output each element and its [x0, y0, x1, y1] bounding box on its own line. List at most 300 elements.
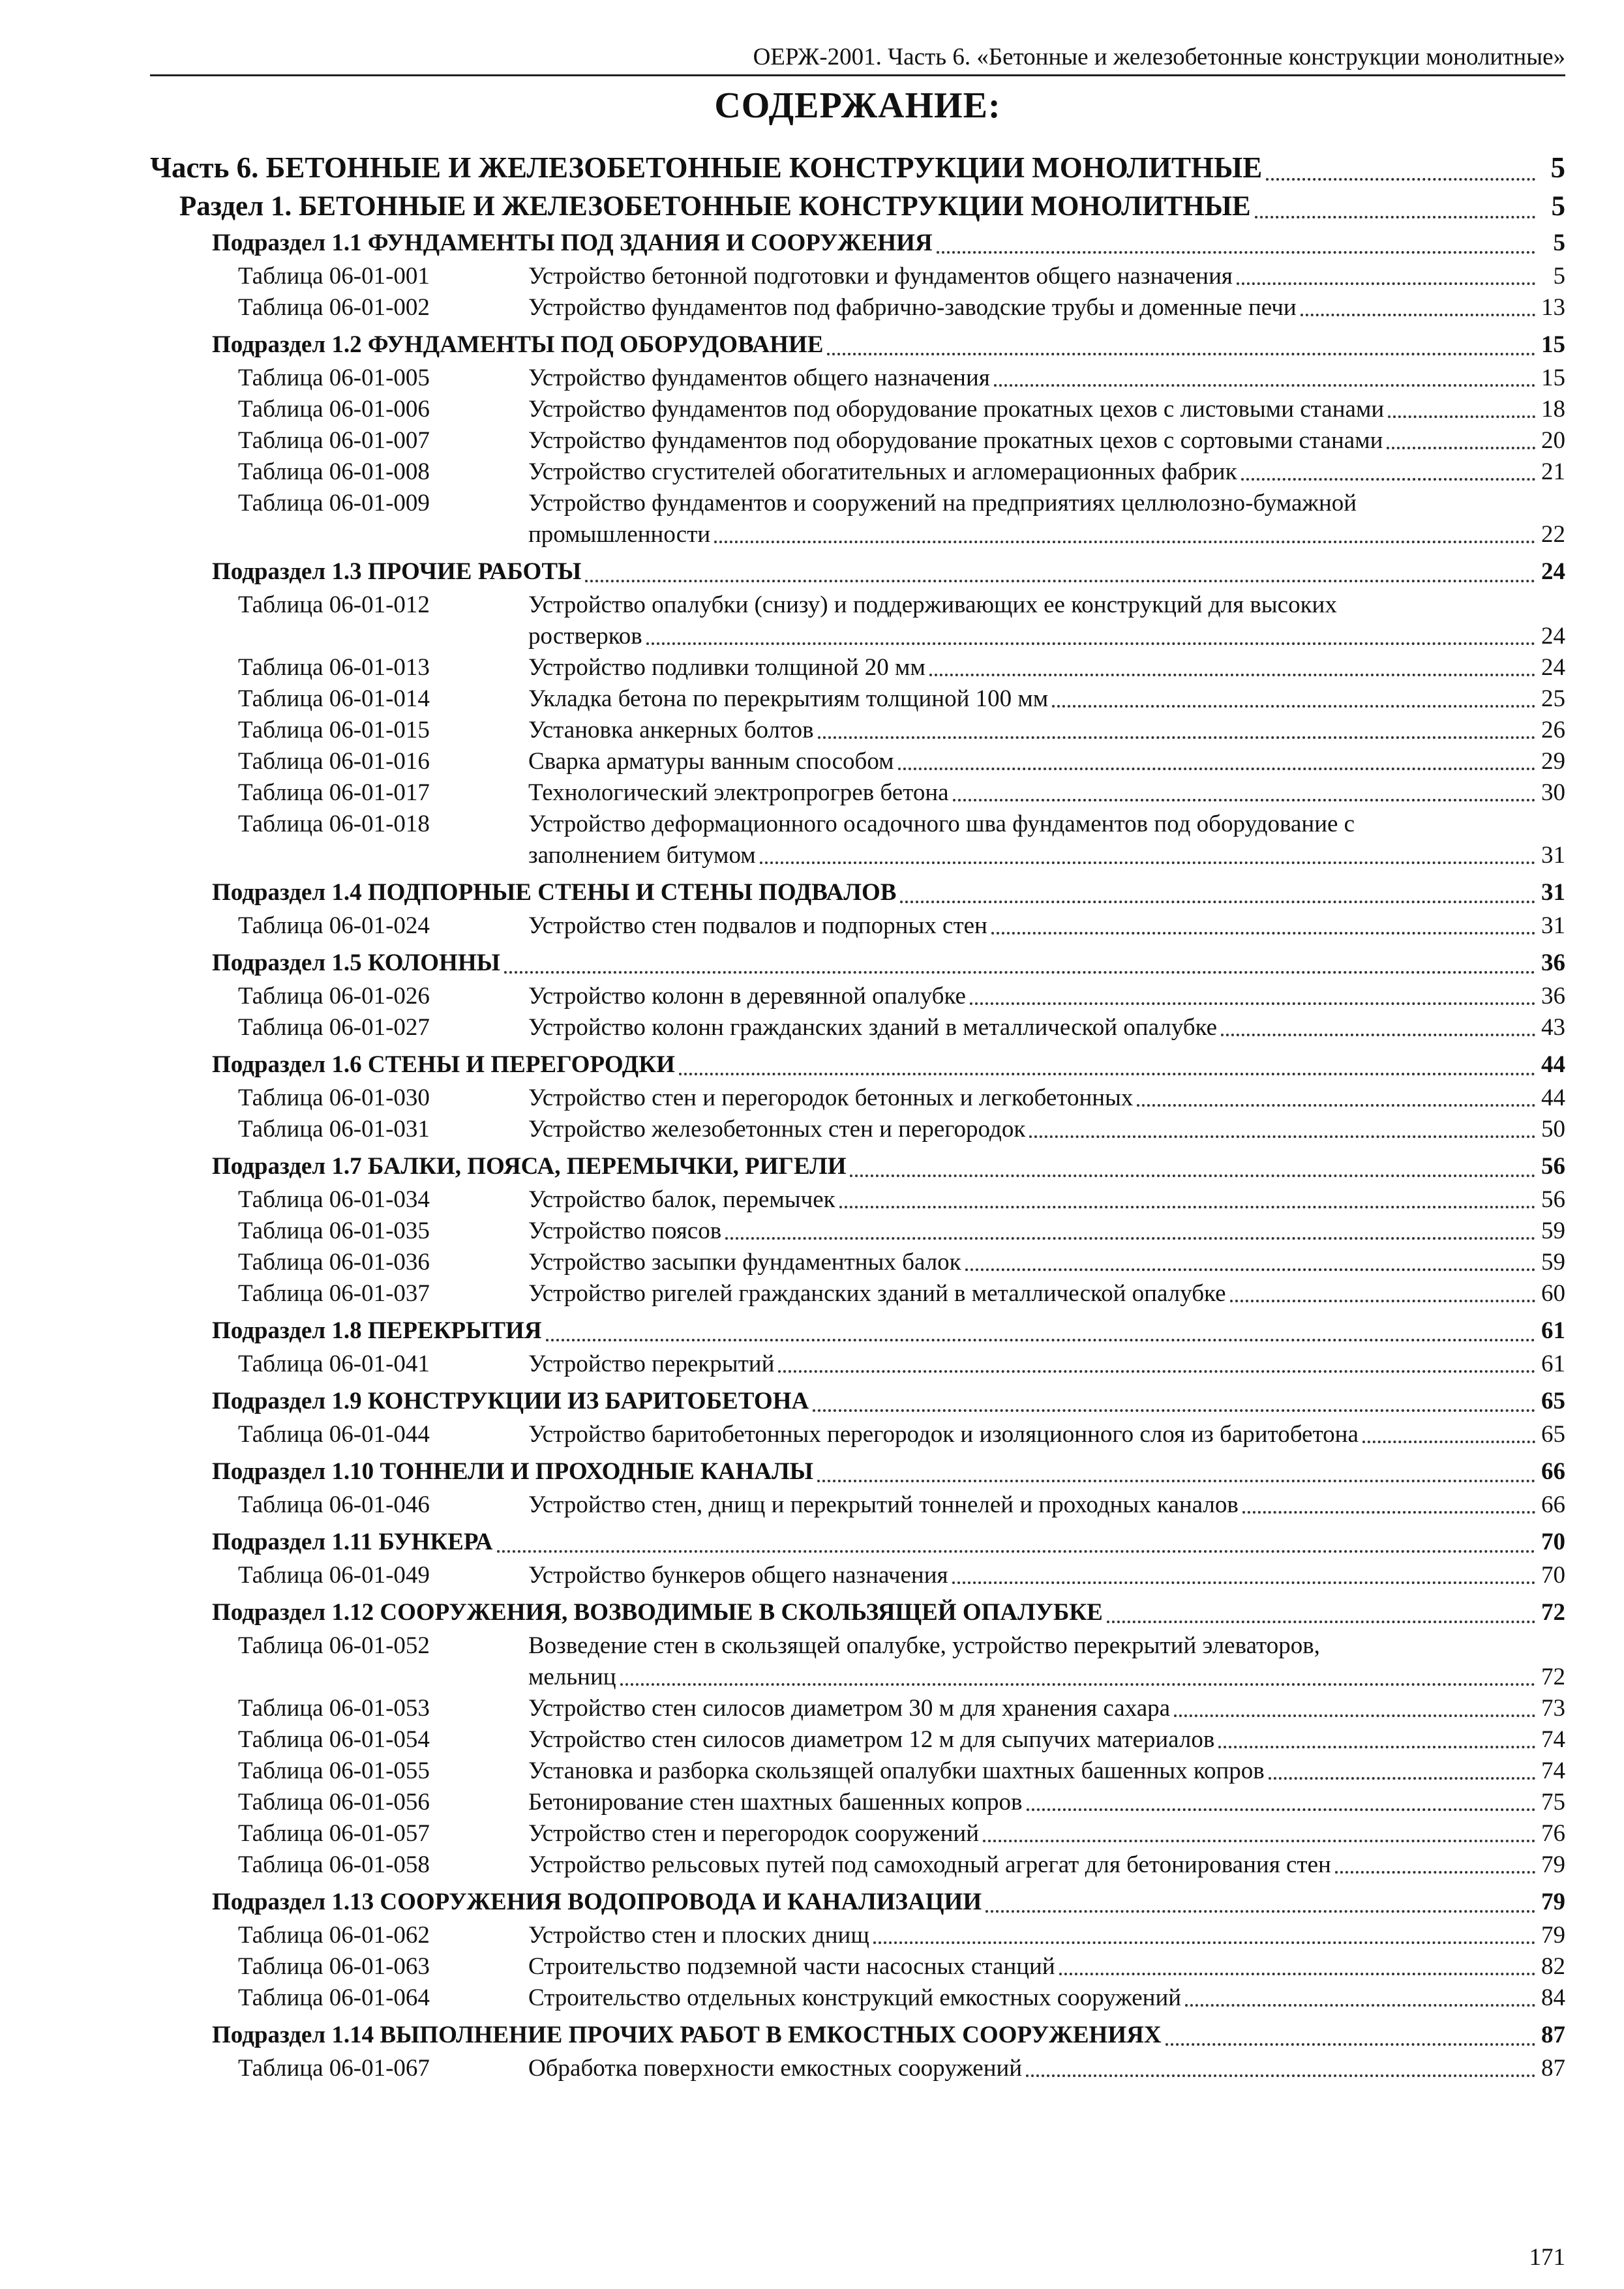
toc-subsection-entry[interactable]: [150, 1384, 1565, 1419]
toc-table-page: 61: [1541, 1351, 1565, 1377]
toc-subsection-page: 44: [1541, 1051, 1565, 1078]
toc-table-title: Устройство подливки толщиной 20 мм: [528, 654, 925, 681]
toc-table-title: Устройство стен и перегородок бетонных и легкобетонных: [528, 1085, 1134, 1111]
toc-table-code: Таблица 06-01-035: [238, 1218, 430, 1244]
toc-table-page: 74: [1541, 1726, 1565, 1753]
toc-table-page: 66: [1541, 1491, 1565, 1518]
toc-table-description: [528, 488, 1565, 550]
dot-leader: [1174, 1714, 1535, 1717]
toc-table-code: Таблица 06-01-046: [238, 1491, 430, 1518]
toc-subsection-label: Подраздел 1.8 ПЕРЕКРЫТИЯ: [212, 1317, 542, 1344]
dot-leader: [1059, 1973, 1535, 1975]
toc-subsection-entry[interactable]: [150, 1885, 1565, 1920]
toc-subsection-entry[interactable]: [150, 1149, 1565, 1184]
toc-table-entry[interactable]: [150, 652, 1565, 683]
dot-leader: [679, 1073, 1535, 1075]
dot-leader: [1026, 2074, 1535, 2077]
toc-section-page: 5: [1551, 191, 1565, 222]
toc-table-code: Таблица 06-01-001: [238, 263, 430, 290]
toc-table-description: [528, 1724, 1565, 1756]
toc-subsection-page: 61: [1541, 1317, 1565, 1344]
dot-leader: [760, 861, 1535, 864]
toc-table-code: Таблица 06-01-036: [238, 1249, 430, 1276]
toc-table-page: 70: [1541, 1562, 1565, 1589]
toc-table-description: [528, 292, 1565, 323]
toc-subsection-page: 56: [1541, 1153, 1565, 1180]
dot-leader: [1029, 1135, 1535, 1138]
toc-table-description: [528, 1630, 1565, 1693]
toc-subsection-entry[interactable]: [150, 226, 1565, 261]
toc-table-entry[interactable]: [150, 1982, 1565, 2014]
dot-leader: [714, 541, 1535, 543]
toc-table-description: [528, 652, 1565, 683]
toc-table-entry[interactable]: [150, 910, 1565, 942]
toc-subsection-label: Подраздел 1.10 ТОННЕЛИ И ПРОХОДНЫЕ КАНАЛЫ: [212, 1458, 813, 1485]
toc-table-code: Таблица 06-01-013: [238, 654, 430, 681]
toc-table-page: 60: [1541, 1280, 1565, 1307]
toc-section-label: Раздел 1. БЕТОННЫЕ И ЖЕЛЕЗОБЕТОННЫЕ КОНСТРУКЦИИ МОНОЛИТНЫЕ: [179, 191, 1251, 222]
dot-leader: [497, 1550, 1535, 1553]
toc-subsection-page: 79: [1541, 1889, 1565, 1915]
toc-table-description: [528, 1083, 1565, 1114]
dot-leader: [1218, 1746, 1535, 1748]
dot-leader: [1107, 1621, 1535, 1623]
toc-table-description: [528, 1693, 1565, 1724]
toc-table-title: Строительство отдельных конструкций емкостных сооружений: [528, 1984, 1182, 2011]
toc-table-description: [528, 809, 1565, 871]
toc-table-code: Таблица 06-01-049: [238, 1562, 430, 1589]
toc-table-code: Таблица 06-01-041: [238, 1351, 430, 1377]
toc-table-code: Таблица 06-01-002: [238, 294, 430, 321]
toc-table-description: [528, 1012, 1565, 1043]
toc-subsection-page: 87: [1541, 2022, 1565, 2048]
toc-table-entry[interactable]: [150, 1012, 1565, 1043]
toc-subsection-page: 24: [1541, 558, 1565, 585]
toc-table-entry[interactable]: [150, 590, 1565, 652]
dot-leader: [953, 799, 1535, 801]
dot-leader: [1230, 1300, 1535, 1302]
toc-table-title: Устройство бетонной подготовки и фундаментов общего назначения: [528, 263, 1233, 290]
toc-table-code: Таблица 06-01-057: [238, 1820, 430, 1847]
toc-subsection-entry[interactable]: [150, 554, 1565, 590]
toc-table-page: 24: [1541, 654, 1565, 681]
toc-table-description: [528, 715, 1565, 746]
dot-leader: [1269, 1777, 1535, 1780]
dot-leader: [646, 642, 1535, 645]
toc-table-title: Устройство железобетонных стен и перегородок: [528, 1116, 1026, 1143]
toc-table-entry[interactable]: [150, 363, 1565, 394]
toc-table-entry[interactable]: [150, 1560, 1565, 1591]
toc-table-code: Таблица 06-01-008: [238, 458, 430, 485]
toc-table-page: 87: [1541, 2055, 1565, 2082]
toc-table-title-line1: Устройство деформационного осадочного шва фундаментов под оборудование с: [528, 811, 1355, 837]
toc-table-entry[interactable]: [150, 1216, 1565, 1247]
toc-table-code: Таблица 06-01-005: [238, 365, 430, 391]
toc-table-entry[interactable]: [150, 394, 1565, 425]
toc-table-title: Устройство стен и перегородок сооружений: [528, 1820, 980, 1847]
toc-subsection-page: 70: [1541, 1529, 1565, 1555]
toc-table-entry[interactable]: [150, 1083, 1565, 1114]
dot-leader: [817, 1480, 1535, 1482]
toc-table-code: Таблица 06-01-062: [238, 1922, 430, 1949]
toc-table-description: [528, 981, 1565, 1012]
toc-table-entry[interactable]: [150, 292, 1565, 323]
toc-table-entry[interactable]: [150, 1787, 1565, 1818]
toc-subsection-page: 36: [1541, 950, 1565, 976]
dot-leader: [898, 768, 1535, 770]
toc-table-code: Таблица 06-01-063: [238, 1953, 430, 1980]
toc-table-entry[interactable]: [150, 1951, 1565, 1982]
toc-table-page: 36: [1541, 983, 1565, 1010]
toc-table-description: [528, 394, 1565, 425]
toc-subsection-label: Подраздел 1.13 СООРУЖЕНИЯ ВОДОПРОВОДА И КАНАЛИЗАЦИИ: [212, 1889, 982, 1915]
toc-table-entry[interactable]: [150, 1693, 1565, 1724]
toc-subsection-label: Подраздел 1.5 КОЛОННЫ: [212, 950, 500, 976]
toc-table-code: Таблица 06-01-012: [238, 591, 430, 618]
toc-subsection-label: Подраздел 1.14 ВЫПОЛНЕНИЕ ПРОЧИХ РАБОТ В ЕМКОСТНЫХ СООРУЖЕНИЯХ: [212, 2022, 1162, 2048]
toc-table-page: 76: [1541, 1820, 1565, 1847]
toc-table-title: Устройство поясов: [528, 1218, 722, 1244]
dot-leader: [1362, 1441, 1535, 1443]
toc-table-description: [528, 456, 1565, 488]
dot-leader: [1185, 2004, 1535, 2007]
toc-subsection-page: 65: [1541, 1388, 1565, 1414]
toc-subsection-entry[interactable]: [150, 1525, 1565, 1560]
toc-table-entry[interactable]: [150, 1818, 1565, 1849]
toc-table-title: Сварка арматуры ванным способом: [528, 748, 894, 775]
toc-table-description: [528, 1982, 1565, 2014]
toc-subsection-entry[interactable]: [150, 946, 1565, 981]
toc-table-page: 29: [1541, 748, 1565, 775]
toc-subsection-page: 31: [1541, 879, 1565, 906]
toc-table-page: 43: [1541, 1014, 1565, 1041]
toc-table-description: [528, 1560, 1565, 1591]
dot-leader: [873, 1941, 1535, 1944]
toc-table-entry[interactable]: [150, 1756, 1565, 1787]
toc-table-title: Бетонирование стен шахтных башенных копров: [528, 1789, 1023, 1816]
toc-table-title: Технологический электропрогрев бетона: [528, 779, 949, 806]
toc-subsection-entry[interactable]: [150, 1595, 1565, 1630]
toc-subsection-label: Подраздел 1.7 БАЛКИ, ПОЯСА, ПЕРЕМЫЧКИ, РИГЕЛИ: [212, 1153, 847, 1180]
toc-table-entry[interactable]: [150, 1247, 1565, 1278]
toc-table-code: Таблица 06-01-030: [238, 1085, 430, 1111]
dot-leader: [839, 1206, 1535, 1208]
toc-table-title: промышленности: [528, 521, 711, 548]
toc-table-title: Устройство бункеров общего назначения: [528, 1562, 948, 1589]
toc-table-description: [528, 1216, 1565, 1247]
toc-table-title: Устройство стен подвалов и подпорных стен: [528, 912, 987, 939]
toc-table-entry[interactable]: [150, 981, 1565, 1012]
toc-table-code: Таблица 06-01-018: [238, 811, 430, 837]
toc-table-title: Устройство балок, перемычек: [528, 1186, 835, 1213]
toc-table-title: Устройство сгустителей обогатительных и агломерационных фабрик: [528, 458, 1237, 485]
toc-table-page: 84: [1541, 1984, 1565, 2011]
toc-table-description: [528, 1756, 1565, 1787]
toc-table-title: Строительство подземной части насосных станций: [528, 1953, 1055, 1980]
toc-table-page: 59: [1541, 1249, 1565, 1276]
toc-table-code: Таблица 06-01-026: [238, 983, 430, 1010]
page-title: СОДЕРЖАНИЕ:: [714, 85, 1001, 126]
toc-table-entry[interactable]: [150, 1724, 1565, 1756]
toc-subsection-label: Подраздел 1.2 ФУНДАМЕНТЫ ПОД ОБОРУДОВАНИЕ: [212, 331, 824, 358]
toc-table-page: 13: [1541, 294, 1565, 321]
toc-table-page: 25: [1541, 685, 1565, 712]
dot-leader: [1388, 415, 1535, 418]
toc-table-entry[interactable]: [150, 425, 1565, 456]
toc-table-description: [528, 1349, 1565, 1380]
toc-subsection-entry[interactable]: [150, 1313, 1565, 1349]
dot-leader: [1237, 282, 1535, 285]
toc-table-entry[interactable]: [150, 456, 1565, 488]
toc-table-title: Устройство ригелей гражданских зданий в металлической опалубке: [528, 1280, 1226, 1307]
toc-table-title: Установка анкерных болтов: [528, 717, 814, 743]
dot-leader: [1027, 1808, 1535, 1811]
toc-subsection-entry[interactable]: [150, 2018, 1565, 2053]
toc-subsection-page: 15: [1541, 331, 1565, 358]
dot-leader: [620, 1683, 1535, 1686]
toc-subsection-entry[interactable]: [150, 1047, 1565, 1083]
toc-table-description: [528, 746, 1565, 777]
dot-leader: [1221, 1034, 1535, 1036]
dot-leader: [970, 1002, 1535, 1005]
toc-table-title: Устройство засыпки фундаментных балок: [528, 1249, 961, 1276]
dot-leader: [585, 580, 1535, 582]
toc-table-code: Таблица 06-01-014: [238, 685, 430, 712]
toc-table-entry[interactable]: [150, 1184, 1565, 1216]
toc-table-description: [528, 425, 1565, 456]
toc-table-code: Таблица 06-01-027: [238, 1014, 430, 1041]
toc-table-code: Таблица 06-01-056: [238, 1789, 430, 1816]
toc-table-page: 24: [1541, 623, 1565, 650]
toc-subsection-label: Подраздел 1.3 ПРОЧИЕ РАБОТЫ: [212, 558, 582, 585]
toc-table-description: [528, 1419, 1565, 1450]
dot-leader: [778, 1370, 1535, 1373]
toc-table-code: Таблица 06-01-054: [238, 1726, 430, 1753]
toc-table-title: Устройство стен, днищ и перекрытий тоннелей и проходных каналов: [528, 1491, 1239, 1518]
toc-table-code: Таблица 06-01-044: [238, 1421, 430, 1448]
toc-table-description: [528, 1920, 1565, 1951]
dot-leader: [952, 1581, 1535, 1584]
toc-table-entry[interactable]: [150, 1349, 1565, 1380]
dot-leader: [965, 1268, 1535, 1271]
toc-table-description: [528, 1247, 1565, 1278]
toc-table-entry[interactable]: [150, 2053, 1565, 2084]
toc-table-description: [528, 590, 1565, 652]
dot-leader: [813, 1409, 1535, 1412]
toc-table-page: 74: [1541, 1758, 1565, 1784]
dot-leader: [983, 1840, 1535, 1842]
toc-table-title: Обработка поверхности емкостных сооружений: [528, 2055, 1023, 2082]
toc-table-description: [528, 1184, 1565, 1216]
toc-table-page: 82: [1541, 1953, 1565, 1980]
toc-table-page: 59: [1541, 1218, 1565, 1244]
dot-leader: [991, 932, 1535, 935]
dot-leader: [1241, 478, 1535, 481]
dot-leader: [1165, 2043, 1535, 2046]
toc-table-entry[interactable]: [150, 1920, 1565, 1951]
toc-table-title: Устройство фундаментов общего назначения: [528, 365, 990, 391]
dot-leader: [818, 736, 1535, 739]
toc-table-title: Устройство рельсовых путей под самоходный агрегат для бетонирования стен: [528, 1851, 1331, 1878]
toc-subsection-entry[interactable]: [150, 1454, 1565, 1489]
toc-table-page: 31: [1541, 842, 1565, 869]
toc-table-entry[interactable]: [150, 809, 1565, 871]
toc-table-code: Таблица 06-01-064: [238, 1984, 430, 2011]
toc-table-code: Таблица 06-01-007: [238, 427, 430, 454]
toc-subsection-label: Подраздел 1.4 ПОДПОРНЫЕ СТЕНЫ И СТЕНЫ ПОДВАЛОВ: [212, 879, 897, 906]
toc-table-title-line1: Возведение стен в скользящей опалубке, устройство перекрытий элеваторов,: [528, 1632, 1320, 1659]
toc-table-page: 50: [1541, 1116, 1565, 1143]
toc-table-code: Таблица 06-01-016: [238, 748, 430, 775]
toc-table-title: Устройство баритобетонных перегородок и изоляционного слоя из баритобетона: [528, 1421, 1359, 1448]
toc-table-page: 72: [1541, 1664, 1565, 1690]
dot-leader: [1052, 705, 1535, 708]
toc-table-description: [528, 363, 1565, 394]
toc-table-page: 79: [1541, 1851, 1565, 1878]
toc-table-code: Таблица 06-01-067: [238, 2055, 430, 2082]
toc-table-entry[interactable]: [150, 1419, 1565, 1450]
toc-table-page: 22: [1541, 521, 1565, 548]
toc-table-entry[interactable]: [150, 715, 1565, 746]
dot-leader: [850, 1174, 1535, 1177]
toc-table-description: [528, 1849, 1565, 1881]
dot-leader: [725, 1237, 1535, 1240]
toc-table-description: [528, 261, 1565, 292]
toc-table-entry[interactable]: [150, 683, 1565, 715]
toc-table-entry[interactable]: [150, 1489, 1565, 1521]
toc-table-page: 30: [1541, 779, 1565, 806]
toc-table-description: [528, 1787, 1565, 1818]
toc-table-title: Устройство фундаментов под оборудование прокатных цехов с сортовыми станами: [528, 427, 1383, 454]
toc-table-entry[interactable]: [150, 261, 1565, 292]
toc-table-page: 5: [1553, 263, 1565, 290]
toc-table-entry[interactable]: [150, 1849, 1565, 1881]
toc-table-description: [528, 1278, 1565, 1309]
toc-table-title: Устройство колонн в деревянной опалубке: [528, 983, 966, 1010]
toc-table-code: Таблица 06-01-006: [238, 396, 430, 423]
toc-table-code: Таблица 06-01-052: [238, 1632, 430, 1659]
toc-table-title-line1: Устройство опалубки (снизу) и поддерживающих ее конструкций для высоких: [528, 591, 1337, 618]
toc-subsection-list: [150, 226, 1565, 2084]
dot-leader: [546, 1339, 1535, 1341]
toc-table-title: Устройство фундаментов под фабрично-заводские трубы и доменные печи: [528, 294, 1297, 321]
toc-table-entry[interactable]: [150, 488, 1565, 550]
toc-subsection-label: Подраздел 1.6 СТЕНЫ И ПЕРЕГОРОДКИ: [212, 1051, 675, 1078]
toc-subsection-label: Подраздел 1.11 БУНКЕРА: [212, 1529, 493, 1555]
toc-table-description: [528, 1818, 1565, 1849]
dot-leader: [827, 353, 1535, 355]
dot-leader: [1266, 178, 1535, 181]
toc-table-page: 31: [1541, 912, 1565, 939]
toc-table-description: [528, 910, 1565, 942]
dot-leader: [1387, 447, 1535, 449]
toc-table-entry[interactable]: [150, 1630, 1565, 1693]
toc-table-code: Таблица 06-01-034: [238, 1186, 430, 1213]
toc-table-page: 18: [1541, 396, 1565, 423]
toc-table-code: Таблица 06-01-017: [238, 779, 430, 806]
dot-leader: [985, 1910, 1535, 1913]
toc-table-page: 20: [1541, 427, 1565, 454]
toc-table-page: 65: [1541, 1421, 1565, 1448]
toc-table-code: Таблица 06-01-037: [238, 1280, 430, 1307]
toc-table-entry[interactable]: [150, 746, 1565, 777]
toc-table-code: Таблица 06-01-058: [238, 1851, 430, 1878]
dot-leader: [1255, 216, 1535, 218]
toc-table-page: 73: [1541, 1695, 1565, 1722]
toc-table-title: Устройство стен силосов диаметром 30 м для хранения сахара: [528, 1695, 1171, 1722]
toc-table-page: 56: [1541, 1186, 1565, 1213]
toc-section-entry[interactable]: [150, 188, 1565, 226]
dot-leader: [900, 901, 1535, 903]
toc-table-code: Таблица 06-01-009: [238, 490, 430, 516]
page-number: 171: [1529, 2244, 1565, 2271]
toc-table-page: 26: [1541, 717, 1565, 743]
toc-part-entry[interactable]: [150, 147, 1565, 188]
toc-table-entry[interactable]: [150, 1278, 1565, 1309]
toc-table-title: ростверков: [528, 623, 642, 650]
running-header: ОЕРЖ-2001. Часть 6. «Бетонные и железобетонные конструкции монолитные»: [150, 40, 1565, 76]
toc-part-label: Часть 6. БЕТОННЫЕ И ЖЕЛЕЗОБЕТОННЫЕ КОНСТРУКЦИИ МОНОЛИТНЫЕ: [150, 151, 1263, 184]
toc-table-description: [528, 2053, 1565, 2084]
toc-subsection-entry[interactable]: [150, 875, 1565, 910]
toc-subsection-entry[interactable]: [150, 327, 1565, 363]
toc-table-description: [528, 777, 1565, 809]
dot-leader: [1335, 1871, 1535, 1874]
toc-table-entry[interactable]: [150, 777, 1565, 809]
toc-table-code: Таблица 06-01-053: [238, 1695, 430, 1722]
toc-table-description: [528, 683, 1565, 715]
toc-table-entry[interactable]: [150, 1114, 1565, 1145]
toc-table-code: Таблица 06-01-024: [238, 912, 430, 939]
toc-table-title: Установка и разборка скользящей опалубки шахтных башенных копров: [528, 1758, 1265, 1784]
toc-table-title: Устройство стен и плоских днищ: [528, 1922, 869, 1949]
toc-table-page: 21: [1541, 458, 1565, 485]
toc-table-description: [528, 1951, 1565, 1982]
toc-table-description: [528, 1489, 1565, 1521]
dot-leader: [929, 674, 1535, 676]
toc-table-title-line1: Устройство фундаментов и сооружений на предприятиях целлюлозно-бумажной: [528, 490, 1357, 516]
toc-table-code: Таблица 06-01-015: [238, 717, 430, 743]
toc-table-page: 75: [1541, 1789, 1565, 1816]
dot-leader: [1242, 1511, 1535, 1514]
toc-subsection-label: Подраздел 1.9 КОНСТРУКЦИИ ИЗ БАРИТОБЕТОНА: [212, 1388, 809, 1414]
toc-table-title: мельниц: [528, 1664, 616, 1690]
toc-table-title: Укладка бетона по перекрытиям толщиной 100 мм: [528, 685, 1049, 712]
toc-table-title: Устройство колонн гражданских зданий в металлической опалубке: [528, 1014, 1218, 1041]
toc-table-page: 44: [1541, 1085, 1565, 1111]
dot-leader: [1301, 314, 1535, 316]
toc-subsection-label: Подраздел 1.1 ФУНДАМЕНТЫ ПОД ЗДАНИЯ И СООРУЖЕНИЯ: [212, 230, 933, 256]
dot-leader: [994, 384, 1535, 387]
toc-table-code: Таблица 06-01-055: [238, 1758, 430, 1784]
toc-table-title: Устройство фундаментов под оборудование прокатных цехов с листовыми станами: [528, 396, 1385, 423]
toc-table-title: заполнением битумом: [528, 842, 756, 869]
dot-leader: [1137, 1104, 1535, 1107]
toc-table-code: Таблица 06-01-031: [238, 1116, 430, 1143]
toc-table-description: [528, 1114, 1565, 1145]
toc-part-page: 5: [1550, 151, 1565, 184]
toc-subsection-label: Подраздел 1.12 СООРУЖЕНИЯ, ВОЗВОДИМЫЕ В СКОЛЬЗЯЩЕЙ ОПАЛУБКЕ: [212, 1599, 1103, 1626]
toc-subsection-page: 66: [1541, 1458, 1565, 1485]
dot-leader: [504, 971, 1535, 974]
toc-table-title: Устройство стен силосов диаметром 12 м для сыпучих материалов: [528, 1726, 1215, 1753]
dot-leader: [937, 251, 1535, 254]
table-of-contents: [150, 147, 1565, 2084]
toc-table-page: 79: [1541, 1922, 1565, 1949]
toc-subsection-page: 72: [1541, 1599, 1565, 1626]
toc-table-title: Устройство перекрытий: [528, 1351, 775, 1377]
toc-subsection-page: 5: [1553, 230, 1565, 256]
